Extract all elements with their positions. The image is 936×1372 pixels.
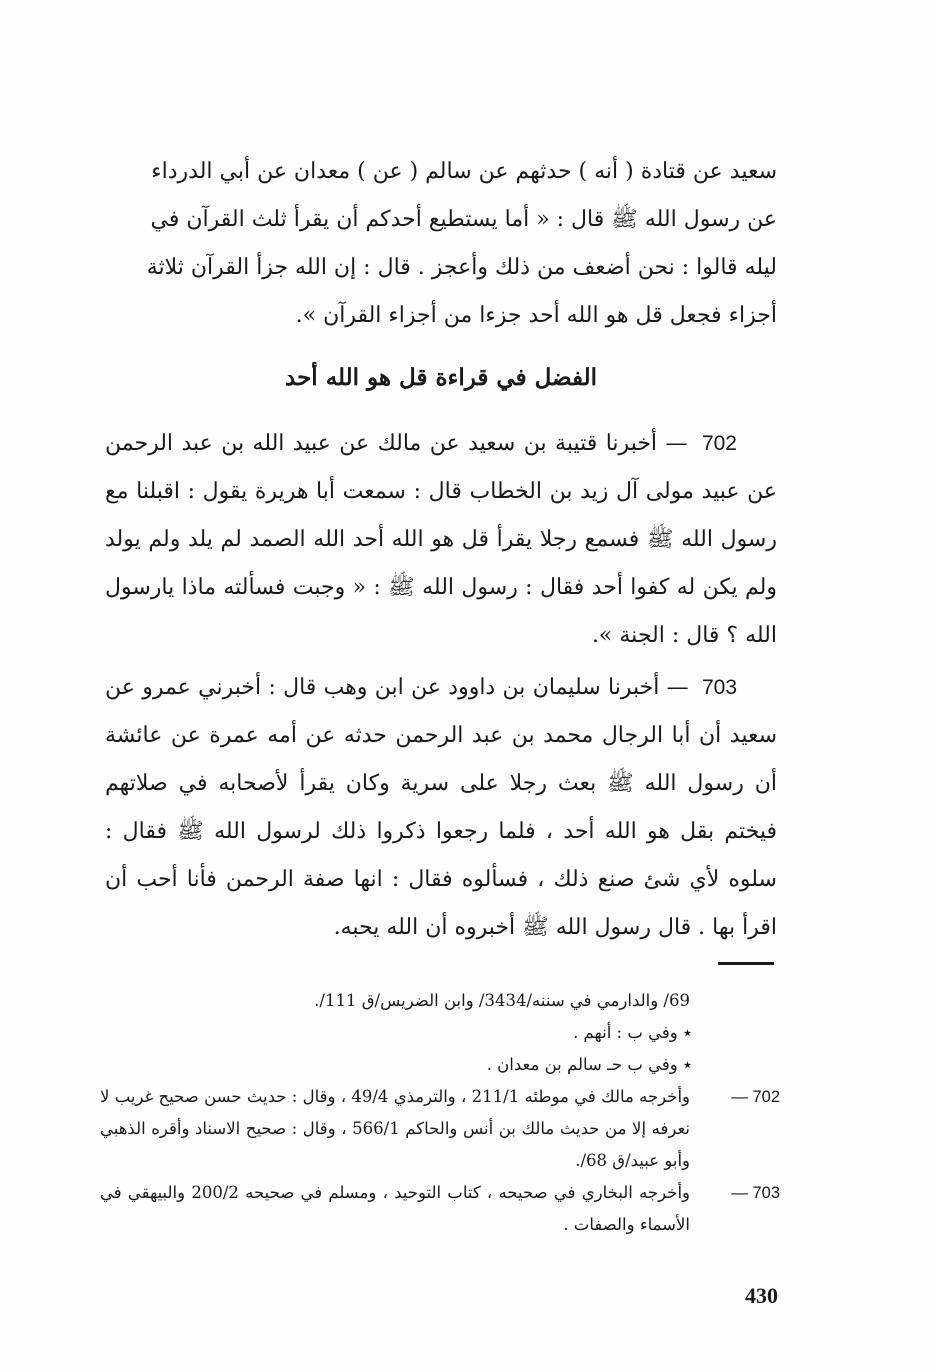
hadith-703	[105, 664, 777, 952]
intro-paragraph	[105, 148, 777, 340]
footnote-variant: ٭ وفي ب : أنهم .	[573, 1023, 692, 1042]
hadith-number: 702	[701, 432, 737, 455]
footnote-variant: ٭ وفي ب حـ سالم بن معدان .	[486, 1055, 692, 1074]
page-number: 430	[745, 1283, 778, 1308]
footnote-number: 702 —	[731, 1088, 780, 1106]
footnotes	[100, 985, 780, 1241]
footnote-text: وأخرجه مالك في موطئه 211/1 ، والترمذي 49/4 ، وقال : حديث حسن صحيح غريب لا نعرفه إلا من حديث مالك بن أنس والحاكم 566/1 ، وقال : صحيح الاسناد وأقره الذهبي وأبو عبيد/ق 68/.	[100, 1087, 691, 1170]
hadith-dash: —	[666, 675, 689, 700]
hadith-dash: —	[665, 431, 688, 456]
footnote-number: 703 —	[731, 1184, 780, 1202]
footnote-divider	[718, 962, 774, 965]
intro-line: ليله قالوا : نحن أضعف من ذلك وأعجز . قال : إن الله جزأ القرآن ثلاثة	[146, 255, 777, 280]
footnote-702	[100, 1081, 780, 1177]
footnote-703	[100, 1177, 780, 1241]
hadith-text: أخبرنا قتيبة بن سعيد عن مالك عن عبيد الله بن عبد الرحمن عن عبيد مولى آل زيد بن الخطاب قال : سمعت أبا هريرة يقول : اقبلنا مع رسول الله ﷺ فسمع رجلا يقرأ قل هو الله أحد الله الصمد لم يلد ولم يولد ولم يكن له كفوا أحد فقال : رسول الله ﷺ : « وجبت فسألته ماذا يارسول الله ؟ قال : الجنة ».	[105, 431, 777, 648]
section-heading: الفضل في قراءة قل هو الله أحد	[285, 364, 597, 391]
intro-line: عن رسول الله ﷺ قال : « أما يستطيع أحدكم أن يقرأ ثلث القرآن في	[150, 207, 777, 232]
footnote-carryover: 69/ والدارمي في سننه/3434/ وابن الضريس/ق 111/.	[314, 991, 690, 1010]
intro-line: أجزاء فجعل قل هو الله أحد جزءا من أجزاء القرآن ».	[295, 303, 777, 328]
intro-line: سعيد عن قتادة ( أنه ) حدثهم عن سالم ( عن ) معدان عن أبي الدرداء	[151, 159, 777, 184]
hadith-text: أخبرنا سليمان بن داوود عن ابن وهب قال : أخبرني عمرو عن سعيد أن أبا الرجال محمد بن عبد الرحمن حدثه عن أمه عمرة عن عائشة أن رسول الله ﷺ بعث رجلا على سرية وكان يقرأ لأصحابه في صلاتهم فيختم بقل هو الله أحد ، فلما رجعوا ذكروا ذلك لرسول الله ﷺ فقال : سلوه لأي شئ صنع ذلك ، فسألوه فقال : انها صفة الرحمن فأنا أحب أن اقرأ بها . قال رسول الله ﷺ أخبروه أن الله يحبه.	[105, 675, 778, 940]
hadith-702	[105, 420, 777, 660]
hadith-number: 703	[701, 676, 738, 699]
footnote-text: وأخرجه البخاري في صحيحه ، كتاب التوحيد ، ومسلم في صحيحه 200/2 والبيهقي في الأسماء والصفات .	[100, 1183, 690, 1234]
